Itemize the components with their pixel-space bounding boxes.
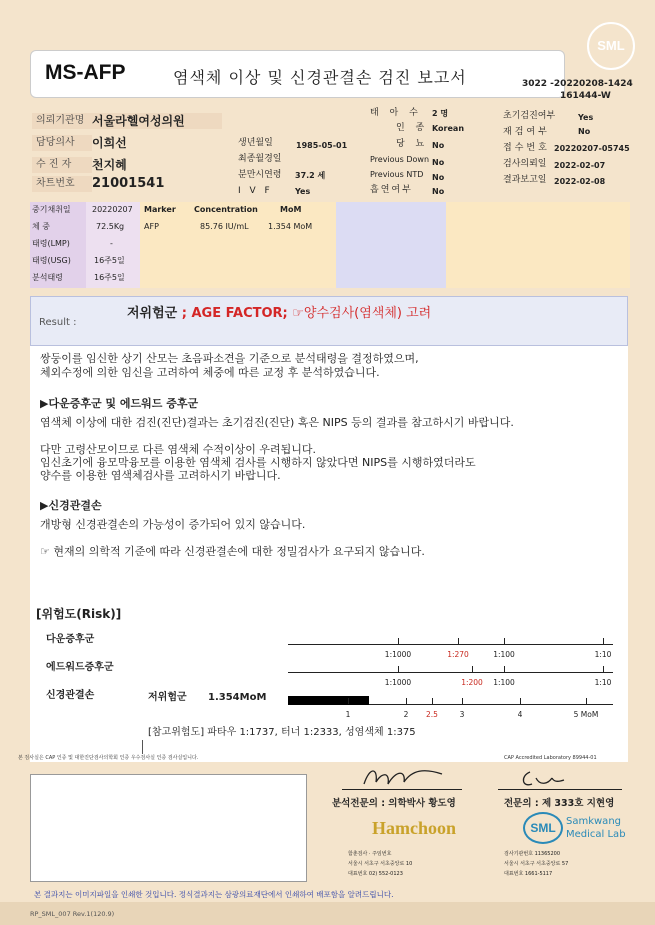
report-number-suffix: 161444-W <box>560 91 611 101</box>
hamchoon-address-2: 서울시 서초구 서초중앙로 10 <box>348 861 413 867</box>
risk-down-label: 다운증후군 <box>46 634 95 645</box>
title-box <box>30 50 565 98</box>
ivf-label: I V F <box>238 186 273 196</box>
edwards-tick-label-2: 1:100 <box>493 678 515 687</box>
reference-risk: [참고위험도] 파타우 1:1737, 터너 1:2333, 성염색체 1:375 <box>148 727 416 738</box>
dob-label: 생년월일 <box>238 138 273 148</box>
prevdown-label: Previous Down <box>370 155 430 164</box>
sml-address-3: 대표번호 1661-5117 <box>504 871 553 877</box>
sml-address-2: 서울시 서초구 서초중앙로 57 <box>504 861 569 867</box>
comment-line-6: 양수를 이용한 염색체검사를 고려하시기 바랍니다. <box>40 469 281 482</box>
fetus-label: 태 아 수 <box>370 108 422 118</box>
measure-value-3: 16주5일 <box>94 256 125 265</box>
first-value: Yes <box>578 113 594 122</box>
result-recommendation: ☞양수검사(염색체) 고려 <box>292 306 432 321</box>
edwards-tick-label-1: 1:200 <box>461 678 483 687</box>
report-date-label: 결과보고일 <box>503 175 547 185</box>
diabetes-value: No <box>432 141 445 150</box>
patient-name-label: 수 진 자 <box>32 157 92 173</box>
doctor-label: 담당의사 <box>32 135 92 151</box>
accreditation-note: 본 검사실은 CAP 인증 및 대한진단검사의학회 인증 우수검사실 인증 검사실입니다. <box>18 755 199 761</box>
down-tick-3 <box>603 638 604 644</box>
section-heading-ntd: ▶신경관결손 <box>40 499 102 512</box>
measure-value-0: 20220207 <box>92 205 133 214</box>
measurement-grid <box>30 202 630 288</box>
ntd-tick-label-3: 3 <box>459 710 465 719</box>
edwards-tick-0 <box>398 666 399 672</box>
ntd-tick-label-0: 1 <box>345 710 351 719</box>
receipt-label: 접수번호 <box>503 143 550 153</box>
ntd-tick-5 <box>586 698 587 704</box>
measure-label-1: 체 중 <box>32 222 50 231</box>
edwards-risk-axis <box>288 672 613 673</box>
ntd-tick-2 <box>432 698 433 704</box>
risk-ntd-mom: 1.354MoM <box>208 692 267 703</box>
down-tick-label-2: 1:100 <box>493 650 515 659</box>
ntd-tick-label-4: 4 <box>517 710 523 719</box>
retest-label: 재검여부 <box>503 127 550 137</box>
diabetes-label: 당 뇨 <box>396 139 429 149</box>
cap-note: CAP Accredited Laboratory 89944-01 <box>504 755 597 761</box>
down-tick-label-3: 1:10 <box>594 650 612 659</box>
hospital-value: 서울라헬여성의원 <box>92 113 222 129</box>
sml-address-1: 검사기관번호 11365200 <box>504 851 561 857</box>
req-date-value: 2022-02-07 <box>554 161 606 170</box>
report-code: MS-AFP <box>45 61 126 84</box>
race-value: Korean <box>432 124 465 133</box>
report-date-value: 2022-02-08 <box>554 177 606 186</box>
memo-box <box>30 774 307 882</box>
section-heading-down-edwards: ▶다운증후군 및 에드워드 증후군 <box>40 397 199 410</box>
measure-label-0: 중기채취일 <box>32 205 71 214</box>
measure-value-2: - <box>110 239 113 248</box>
risk-ntd-label: 신경관결손 <box>46 690 95 701</box>
age-label: 분만시연령 <box>238 170 282 180</box>
comment-line-7: 개방형 신경관결손의 가능성이 증가되어 있지 않습니다. <box>40 518 306 531</box>
hamchoon-address-3: 대표번호 02) 552-0123 <box>348 871 403 877</box>
specialist-signature-label: 전문의 : 제 333호 지현영 <box>504 798 615 809</box>
signature-2 <box>518 766 568 790</box>
receipt-value: 20220207-05745 <box>554 144 630 153</box>
analyst-signature-label: 분석전문의 : 의학박사 황도영 <box>332 798 456 809</box>
fetus-value: 2 명 <box>432 109 449 118</box>
ntd-tick-0 <box>348 698 349 704</box>
down-tick-0 <box>398 638 399 644</box>
edwards-tick-2 <box>504 666 505 672</box>
hospital-label: 의뢰기관명 <box>32 113 92 129</box>
edwards-tick-label-0: 1:1000 <box>384 678 412 687</box>
report-number: 3022 -20220208-1424 <box>522 79 633 89</box>
edwards-tick-label-3: 1:10 <box>594 678 612 687</box>
ntd-tick-4 <box>520 698 521 704</box>
comment-line-4: 다만 고령산모이므로 다른 염색체 수적이상이 우려됩니다. <box>40 443 317 456</box>
risk-edwards-label: 에드워드증후군 <box>46 662 114 673</box>
down-tick-label-0: 1:1000 <box>384 650 412 659</box>
first-label: 초기검진여부 <box>503 111 556 121</box>
comment-line-1: 쌍둥이를 임신한 상기 산모는 초음파소견을 기준으로 분석태령을 결정하였으며, <box>40 352 419 365</box>
doctor-value: 이희선 <box>92 136 127 150</box>
ntd-tick-1 <box>406 698 407 704</box>
down-tick-label-1: 1:270 <box>447 650 469 659</box>
prevntd-label: Previous NTD <box>370 170 424 179</box>
edwards-tick-3 <box>603 666 604 672</box>
signature-1 <box>360 762 450 792</box>
sml-name-1: Samkwang <box>566 816 621 827</box>
result-risk-level: 저위험군 <box>127 306 182 321</box>
hamchoon-address-1: 함춘검사 · 주임번호 <box>348 851 392 857</box>
comment-line-2: 체외수정에 의한 임신을 고려하여 체중에 따른 교정 후 분석하였습니다. <box>40 366 380 379</box>
mom-value: 1.354 MoM <box>268 222 313 231</box>
marker-header: Marker <box>144 205 176 214</box>
result-box <box>30 296 628 346</box>
result-age-factor: ; AGE FACTOR; <box>181 306 293 321</box>
concentration-header: Concentration <box>194 205 258 214</box>
race-label: 인 종 <box>396 123 429 133</box>
ntd-mom-bar <box>288 696 369 705</box>
measure-label-2: 태령(LMP) <box>32 239 70 248</box>
smoke-value: No <box>432 187 445 196</box>
down-risk-axis <box>288 644 613 645</box>
age-value: 37.2 세 <box>295 171 326 180</box>
hamchoon-logo: Hamchoon <box>372 818 457 838</box>
comment-panel <box>30 346 628 762</box>
measure-value-1: 72.5Kg <box>96 222 125 231</box>
measure-value-4: 16주5일 <box>94 273 125 282</box>
ntd-tick-label-1: 2 <box>403 710 409 719</box>
req-date-label: 검사의뢰일 <box>503 159 547 169</box>
comment-line-5: 임신초기에 융모막융모를 이용한 염색체 검사를 시행하지 않았다면 NIPS를 시행하였더라도 <box>40 456 476 469</box>
marker-value: AFP <box>144 222 159 231</box>
lmp-label: 최종월경일 <box>238 154 282 164</box>
ntd-tick-label-2: 2.5 <box>426 710 438 719</box>
result-summary <box>127 302 431 321</box>
disclaimer: 본 결과지는 이미지파일을 인쇄한 것입니다. 정식결과지는 삼광의료재단에서 인쇄하여 배포함을 알려드립니다. <box>34 890 394 899</box>
comment-line-3: 염색체 이상에 대한 검진(진단)결과는 초기검진(진단) 혹은 NIPS 등의 결과를 참고하시기 바랍니다. <box>40 416 514 429</box>
retest-value: No <box>578 127 591 136</box>
chart-label: 차트번호 <box>32 176 92 192</box>
ntd-tick-label-5: 5 MoM <box>573 710 599 719</box>
concentration-value: 85.76 IU/mL <box>200 222 249 231</box>
sml-mark: SML <box>523 812 563 844</box>
form-code: RP_SML_007 Rev.1(120.9) <box>30 910 115 918</box>
risk-ntd-level: 저위험군 <box>148 692 187 703</box>
down-tick-2 <box>504 638 505 644</box>
result-label: Result : <box>39 317 77 328</box>
edwards-tick-1 <box>472 666 473 672</box>
measure-label-3: 태령(USG) <box>32 256 71 265</box>
patient-name-value: 천지혜 <box>92 158 127 172</box>
down-tick-1 <box>458 638 459 644</box>
chart-value: 21001541 <box>92 176 165 191</box>
prevntd-value: No <box>432 173 445 182</box>
sml-logo: SML <box>587 22 635 70</box>
report-title: 염색체 이상 및 신경관결손 검진 보고서 <box>173 68 467 87</box>
prevdown-value: No <box>432 158 445 167</box>
measure-label-4: 분석태령 <box>32 273 63 282</box>
comment-line-8: ☞ 현재의 의학적 기준에 따라 신경관결손에 대한 정밀검사가 요구되지 않습니다. <box>40 545 425 558</box>
ivf-value: Yes <box>295 187 311 196</box>
dob-value: 1985-05-01 <box>296 141 348 150</box>
smoke-label: 흡연여부 <box>370 185 413 195</box>
ntd-tick-3 <box>462 698 463 704</box>
mom-header: MoM <box>280 205 302 214</box>
risk-title: [위험도(Risk)] <box>36 607 122 621</box>
sml-name-2: Medical Lab <box>566 829 626 840</box>
